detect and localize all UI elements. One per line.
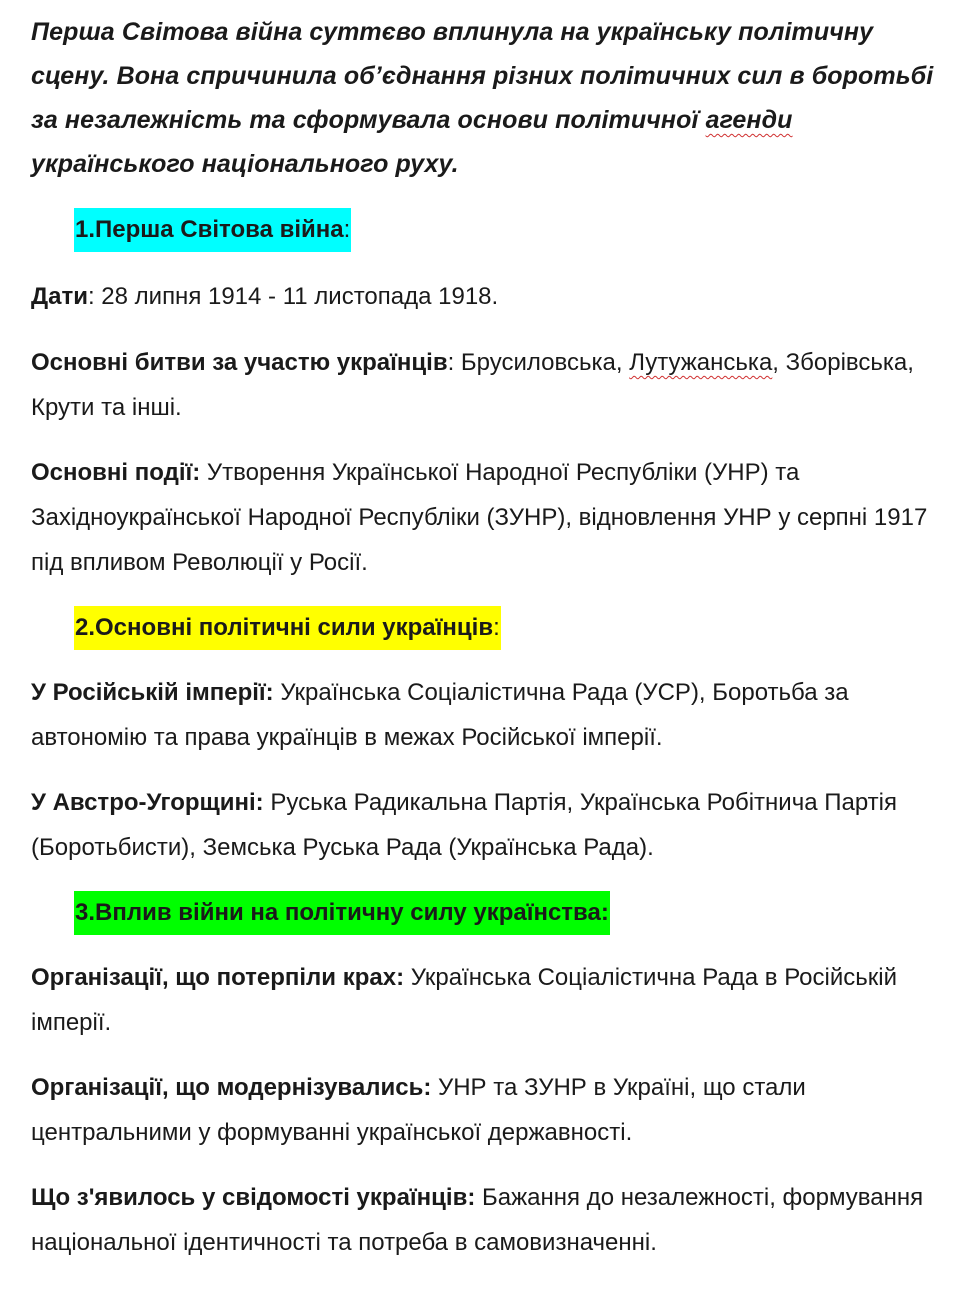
paragraph-collapsed-organizations-label: Організації, що потерпіли крах:	[31, 964, 405, 991]
section-heading-3-highlight	[74, 891, 610, 935]
paragraph-events-text: Утворення Української Народної Республіки (УНР) та Західноукраїнської Народної Республіки (ЗУНР), відновлення УНР у серпні 1917 під впливом Революції у Росії.	[31, 459, 928, 576]
paragraph-collapsed-organizations	[31, 955, 951, 1045]
paragraph-austria-hungary	[31, 780, 951, 870]
spellcheck-flagged-word[interactable]: Лутужанська	[629, 349, 773, 376]
spellcheck-flagged-word[interactable]: агенди	[705, 106, 793, 134]
paragraph-austria-hungary-label: У Австро-Угорщині:	[31, 789, 264, 816]
paragraph-russian-empire-text: Українська Соціалістична Рада (УСР), Боротьба за автономію та права українців в межах Російської імперії.	[31, 679, 849, 751]
section-heading-3-title: 3.Вплив війни на політичну силу українства:	[75, 899, 609, 926]
paragraph-dates	[31, 274, 951, 319]
section-heading-2-title: 2.Основні політичні сили українців	[75, 614, 494, 641]
paragraph-consciousness-text: Бажання до незалежності, формування національної ідентичності та потреба в самовизначенні.	[31, 1184, 924, 1256]
paragraph-dates-text: : 28 липня 1914 - 11 листопада 1918.	[87, 283, 499, 310]
section-heading-1-suffix: :	[343, 216, 351, 243]
section-heading-2	[31, 606, 951, 650]
paragraph-russian-empire	[31, 670, 951, 760]
paragraph-battles-label: Основні битви за участю українців	[31, 349, 448, 376]
paragraph-events	[31, 450, 951, 585]
section-heading-2-suffix: :	[493, 614, 500, 641]
paragraph-battles	[31, 340, 951, 430]
paragraph-events-label: Основні події:	[31, 459, 201, 486]
paragraph-battles-text-start: : Брусиловська,	[447, 349, 630, 376]
section-heading-3	[31, 891, 951, 935]
paragraph-modernized-organizations-label: Організації, що модернізувались:	[31, 1074, 432, 1101]
intro-text-end: українського національного руху.	[31, 150, 459, 178]
intro-text-start: Перша Світова війна суттєво вплинула на українську політичну сцену. Вона спричинила об’єднання різних політичних сил в боротьбі за незалежність та сформувала основи політичної	[31, 18, 934, 134]
intro-paragraph	[31, 10, 951, 186]
section-heading-2-highlight	[74, 606, 501, 650]
paragraph-dates-label: Дати	[31, 283, 88, 310]
paragraph-consciousness	[31, 1175, 951, 1265]
paragraph-consciousness-label: Що з'явилось у свідомості українців:	[31, 1184, 476, 1211]
document-page	[31, 10, 951, 1265]
section-heading-1-highlight	[74, 208, 351, 252]
paragraph-collapsed-organizations-text: Українська Соціалістична Рада в Російській імперії.	[31, 964, 897, 1036]
paragraph-modernized-organizations	[31, 1065, 951, 1155]
paragraph-russian-empire-label: У Російській імперії:	[31, 679, 274, 706]
paragraph-battles-text-end: , Зборівська, Крути та інші.	[31, 349, 914, 421]
paragraph-austria-hungary-text: Руська Радикальна Партія, Українська Робітнича Партія (Боротьбисти), Земська Руська Рада (Українська Рада).	[31, 789, 897, 861]
section-heading-1	[31, 208, 951, 252]
paragraph-modernized-organizations-text: УНР та ЗУНР в Україні, що стали центральними у формуванні української державності.	[31, 1074, 806, 1146]
section-heading-1-title: 1.Перша Світова війна	[75, 216, 344, 243]
